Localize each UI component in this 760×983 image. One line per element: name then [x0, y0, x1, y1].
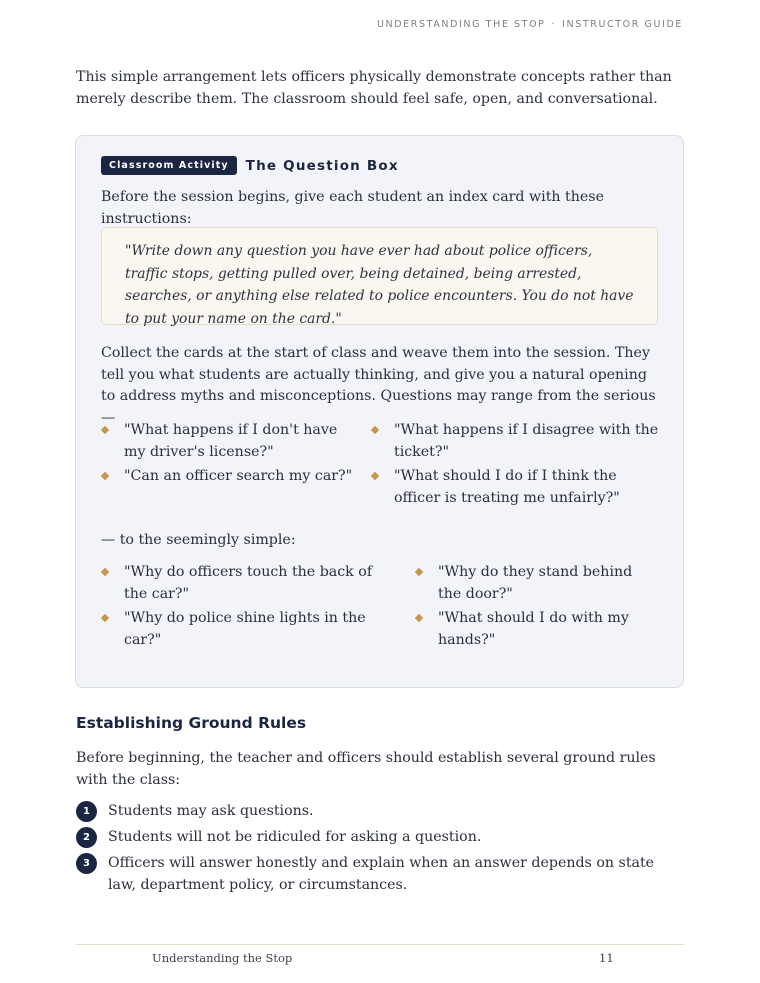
activity-badge: Classroom Activity: [101, 156, 237, 175]
list-item: [101, 561, 386, 605]
list-item: [371, 419, 661, 463]
running-header-separator: ·: [551, 19, 557, 30]
diamond-bullet-icon: [101, 426, 109, 434]
list-item: [415, 561, 655, 605]
running-header-title: UNDERSTANDING THE STOP: [377, 19, 546, 30]
simple-questions-list: [101, 561, 661, 651]
question-text: "Why do officers touch the back of the car?": [124, 564, 373, 602]
number-badge: 1: [76, 801, 97, 822]
list-item: [371, 465, 661, 509]
footer-title: Understanding the Stop: [152, 951, 293, 965]
diamond-bullet-icon: [101, 472, 109, 480]
list-item: [415, 607, 655, 651]
diamond-bullet-icon: [415, 614, 423, 622]
question-text: "What should I do with my hands?": [438, 610, 629, 648]
running-header-section: INSTRUCTOR GUIDE: [562, 19, 683, 30]
ground-rule-text: Students may ask questions.: [108, 803, 314, 819]
question-text: "What happens if I disagree with the ticket?": [394, 422, 659, 460]
instruction-quote: "Write down any question you have ever had about police officers, traffic stops, getting pulled over, being detained, being arrested, searches, or anything else related to police encounters. You do not have to put your name on the card.": [101, 227, 658, 325]
diamond-bullet-icon: [371, 472, 379, 480]
serious-questions-list: [101, 419, 661, 509]
ground-rule-text: Students will not be ridiculed for asking a question.: [108, 829, 482, 845]
number-badge: 3: [76, 853, 97, 874]
question-text: "Can an officer search my car?": [124, 468, 353, 484]
activity-lead: Before the session begins, give each student an index card with these instructions:: [101, 189, 604, 227]
activity-header: [101, 156, 399, 175]
intro-paragraph: This simple arrangement lets officers physically demonstrate concepts rather than merely describe them. The classroom should feel safe, open, and conversational.: [76, 69, 672, 107]
diamond-bullet-icon: [415, 568, 423, 576]
question-text: "Why do they stand behind the door?": [438, 564, 633, 602]
activity-title: The Question Box: [245, 157, 399, 174]
footer-divider: [76, 944, 684, 945]
question-text: "What should I do if I think the officer is treating me unfairly?": [394, 468, 620, 506]
diamond-bullet-icon: [101, 614, 109, 622]
page-number: 11: [599, 951, 614, 965]
ground-rules-lead: Before beginning, the teacher and officers should establish several ground rules with the class:: [76, 750, 656, 788]
activity-paragraph: Collect the cards at the start of class and weave them into the session. They tell you what students are actually thinking, and give you a natural opening to address myths and misconceptions. Questions may range from the serious —: [101, 345, 656, 426]
running-header: [377, 19, 683, 30]
diamond-bullet-icon: [371, 426, 379, 434]
ground-rule-text: Officers will answer honestly and explain when an answer depends on state law, department policy, or circumstances.: [108, 855, 655, 893]
classroom-activity-box: [75, 135, 684, 688]
diamond-bullet-icon: [101, 568, 109, 576]
list-item: [101, 465, 361, 487]
question-text: "What happens if I don't have my driver's license?": [124, 422, 338, 460]
transition-text: — to the seemingly simple:: [101, 532, 296, 548]
number-badge: 2: [76, 827, 97, 848]
list-item: [101, 607, 391, 651]
list-item: [101, 419, 361, 463]
section-heading: Establishing Ground Rules: [76, 714, 307, 732]
question-text: "Why do police shine lights in the car?": [124, 610, 366, 648]
